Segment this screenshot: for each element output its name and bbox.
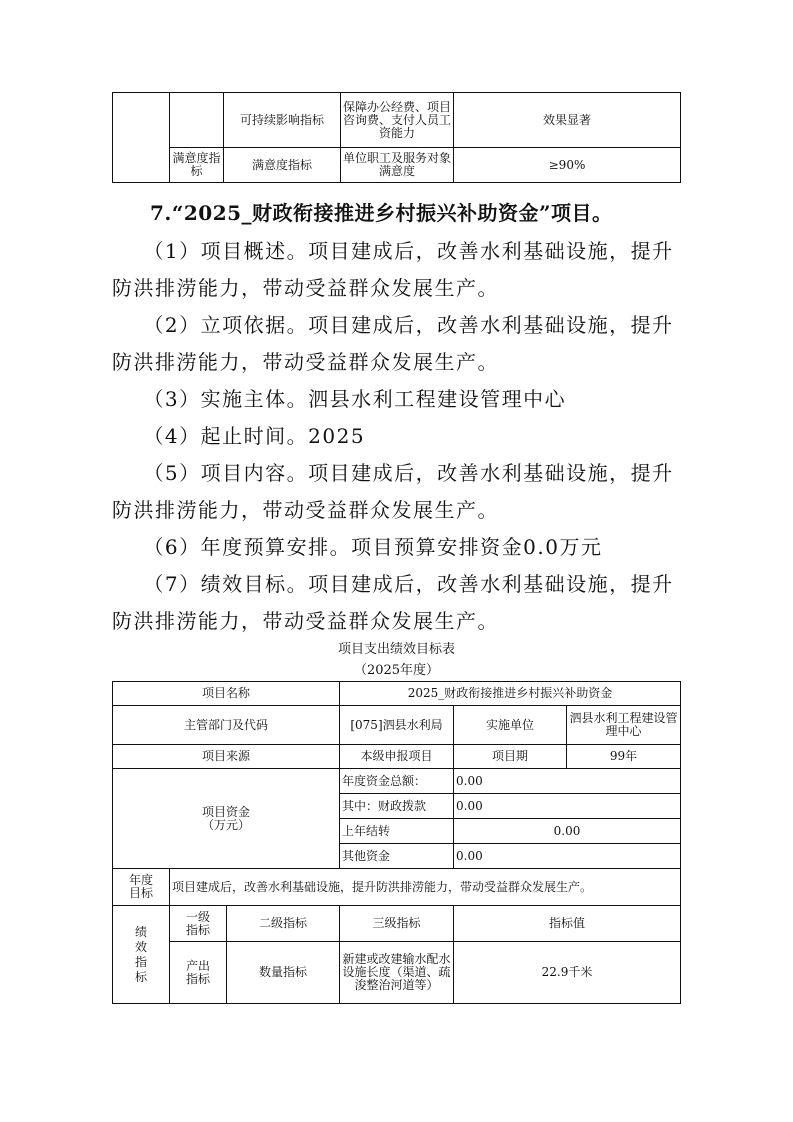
paragraph-period: （4）起止时间。2025 xyxy=(112,424,366,448)
funds-label-text: 项目资金（万元） xyxy=(201,804,250,832)
indicator-l2: 满意度指标 xyxy=(224,148,341,183)
indicator-value: 效果显著 xyxy=(454,93,681,148)
period-label: 项目期 xyxy=(454,745,567,769)
annual-total-value: 0.00 xyxy=(454,769,681,794)
indicator-value: ≥90% xyxy=(454,148,681,183)
header-l3: 三级指标 xyxy=(340,906,454,942)
source-label: 项目来源 xyxy=(113,745,340,769)
paragraph-content: （5）项目内容。项目建成后，改善水利基础设施，提升防洪排涝能力，带动受益群众发展生产。 xyxy=(112,461,674,522)
table-year: （2025年度） xyxy=(353,663,440,678)
other-value: 0.00 xyxy=(454,844,681,869)
performance-target-table xyxy=(112,681,681,1004)
header-value: 指标值 xyxy=(454,906,681,942)
dept-value: [075]泗县水利局 xyxy=(340,706,454,745)
project-name: 2025_财政衔接推进乡村振兴补助资金 xyxy=(340,682,681,706)
continued-indicator-table xyxy=(112,92,681,183)
paragraph-overview: （1）项目概述。项目建成后，改善水利基础设施，提升防洪排涝能力，带动受益群众发展生产。 xyxy=(112,239,674,300)
impl-value: 泗县水利工程建设管理中心 xyxy=(567,706,681,745)
other-label: 其他资金 xyxy=(340,844,454,869)
annual-goal: 项目建成后，改善水利基础设施，提升防洪排涝能力，带动受益群众发展生产。 xyxy=(170,869,681,906)
annual-goal-label xyxy=(113,869,170,906)
indicator-value: 22.9千米 xyxy=(454,942,681,1004)
paragraph-goal: （7）绩效目标。项目建成后，改善水利基础设施，提升防洪排涝能力，带动受益群众发展生产。 xyxy=(112,572,674,633)
indicator-l1: 满意度指标 xyxy=(170,148,224,183)
paragraph-entity: （3）实施主体。泗县水利工程建设管理中心 xyxy=(112,387,567,411)
project-name-label: 项目名称 xyxy=(113,682,340,706)
perf-indicator-label xyxy=(113,906,170,1004)
funds-label xyxy=(113,769,340,869)
l3-indicator: 新建或改建输水配水设施长度（渠道、疏浚整治河道等） xyxy=(340,942,454,1004)
header-l1-text: 一级指标 xyxy=(185,909,210,937)
fiscal-value: 0.00 xyxy=(454,794,681,819)
header-l2: 二级指标 xyxy=(227,906,340,942)
dept-label: 主管部门及代码 xyxy=(113,706,340,745)
carryover-value: 0.00 xyxy=(454,819,681,844)
table-title: 项目支出绩效目标表 xyxy=(337,642,455,657)
fiscal-label: 其中：财政拨款 xyxy=(340,794,454,819)
indicator-l3: 保障办公经费、项目咨询费、支付人员工资能力 xyxy=(341,93,454,148)
indicator-l3: 单位职工及服务对象满意度 xyxy=(341,148,454,183)
empty-cell xyxy=(170,93,224,148)
quantity-indicator: 数量指标 xyxy=(227,942,340,1004)
annual-goal-label-text: 年度目标 xyxy=(128,873,153,900)
section-heading: 7.“2025_财政衔接推进乡村振兴补助资金”项目。 xyxy=(150,201,613,225)
paragraph-basis: （2）立项依据。项目建成后，改善水利基础设施，提升防洪排涝能力，带动受益群众发展生产。 xyxy=(112,313,674,374)
indicator-l2: 可持续影响指标 xyxy=(224,93,341,148)
output-indicator-text: 产出指标 xyxy=(185,958,210,986)
perf-indicator-label-text: 绩效指标 xyxy=(134,924,147,984)
annual-total-label: 年度资金总额： xyxy=(340,769,454,794)
impl-label: 实施单位 xyxy=(454,706,567,745)
paragraph-budget: （6）年度预算安排。项目预算安排资金0.0万元 xyxy=(112,535,603,559)
carryover-label: 上年结转 xyxy=(340,819,454,844)
header-l1 xyxy=(170,906,227,942)
output-indicator xyxy=(170,942,227,1004)
period-value: 99年 xyxy=(567,745,681,769)
empty-cell xyxy=(113,93,170,183)
source-value: 本级申报项目 xyxy=(340,745,454,769)
